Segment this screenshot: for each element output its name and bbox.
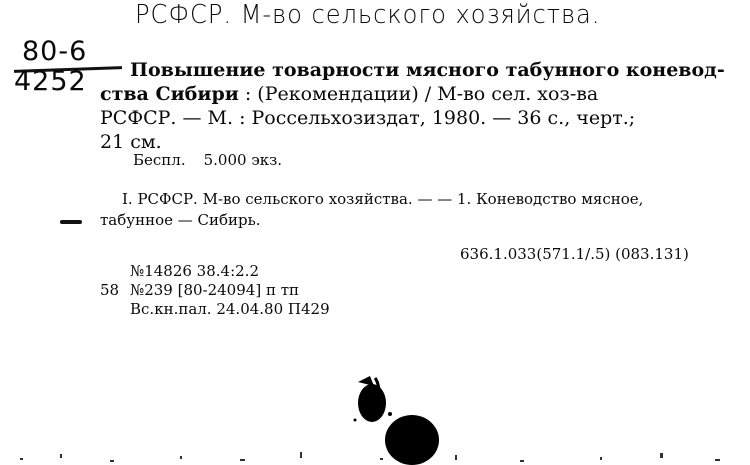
tech-line-2 [100,281,330,300]
description-line-1 [100,58,725,82]
shelfmark-top: 80-6 [22,36,88,67]
description-line-2 [100,82,710,106]
title-part-1b: од- [691,59,725,81]
tech-number: 58 [100,281,120,299]
scan-noise [0,448,750,465]
subtitle-responsibility: : (Рекомендации) / М-во сел. хоз-ва [238,83,599,105]
tracing-line-1: I. РСФСР. М-во сельского хозяйства. — — 1. Коневодство мясное, [122,190,644,208]
technical-data [100,262,330,319]
description-line-3 [100,106,710,130]
tech-order: №239 [80-24094] п тп [130,281,299,299]
udc-index: 636.1.033(571.1/.5) (083.131) [460,245,689,263]
physical-size: 21 см. [100,131,162,153]
title-part-2: ства Сибири [100,83,239,105]
tech-line-1: №14826 38.4:2.2 [130,262,259,280]
print-run: 5.000 экз. [203,151,283,169]
tracing-line-2: табунное — Сибирь. [100,211,261,229]
price: Беспл. [133,151,186,169]
handwritten-header: РСФСР. М-во сельского хозяйства. [135,0,601,30]
tech-line-3: Вс.кн.пал. 24.04.80 П429 [130,300,330,318]
title-part-1: Повышение товарности мясного табунного конев [130,59,692,81]
tracings [100,189,710,231]
pencil-mark [60,220,82,224]
price-line [133,151,282,169]
bibliographic-description [100,58,725,154]
shelfmark-bottom: 4252 [14,66,87,97]
publication-area: РСФСР. — М. : Россельхозиздат, 1980. — 36 с., черт.; [100,107,636,129]
